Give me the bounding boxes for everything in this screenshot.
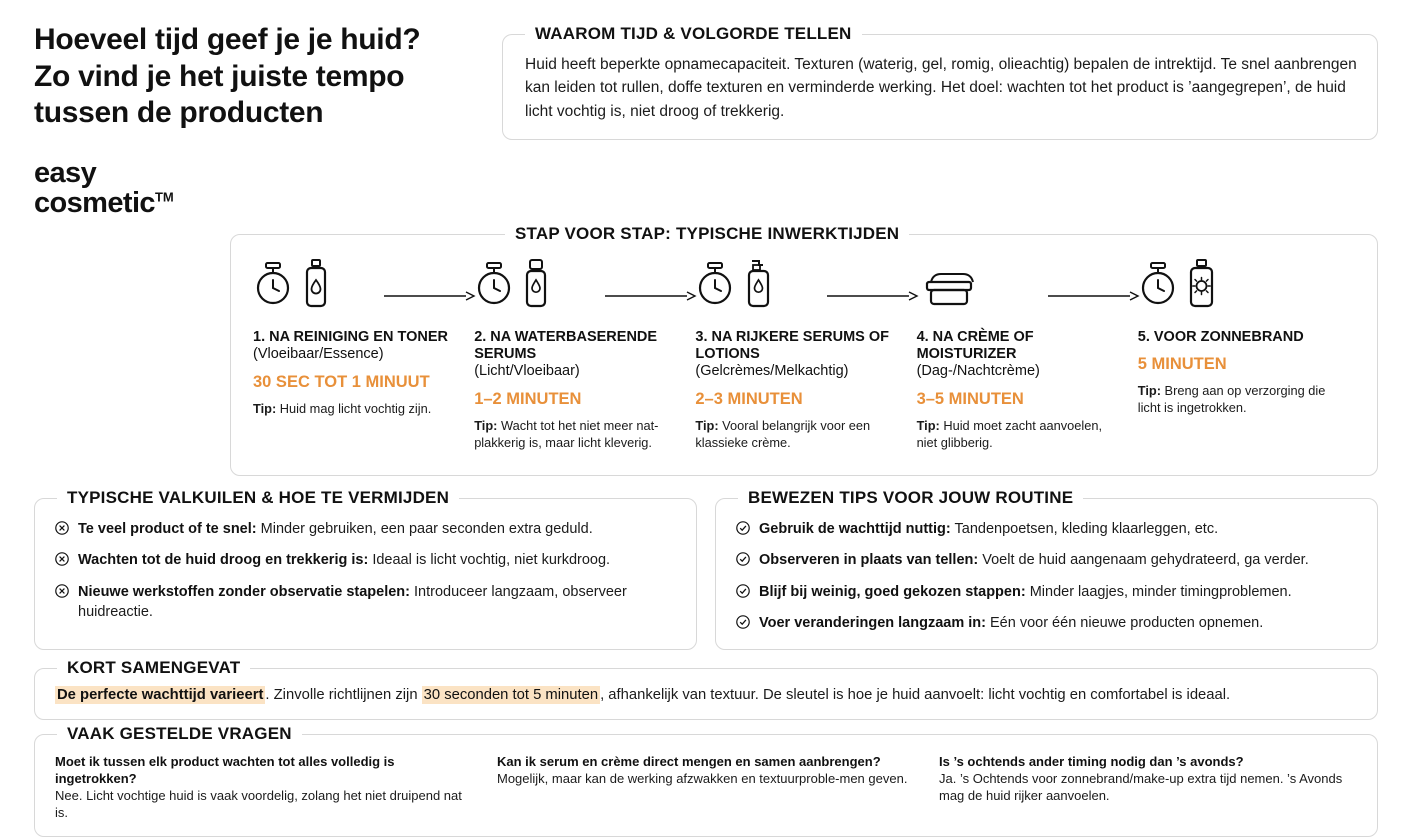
list-item-rest: Minder laagjes, minder timingproblemen.: [1025, 583, 1292, 600]
faq-question: Is ’s ochtends ander timing nodig dan ’s avonds?: [939, 753, 1244, 769]
step-tip-text: Wacht tot het niet meer nat-plakkerig is, maar licht kleverig.: [474, 417, 659, 450]
top-row: [34, 18, 1378, 218]
page-title: [34, 22, 474, 132]
check-circle-icon: [736, 521, 750, 541]
faq-item: [55, 753, 475, 822]
dropper-icon: [523, 258, 549, 315]
list-item-text: [759, 519, 1218, 539]
why-panel-text: Huid heeft beperkte opnamecapaciteit. Texturen (waterig, gel, romig, olieachtig) bepalen de intrektijd. Te snel aanbrengen kan leiden tot rullen, doffe texturen en verminderde werking. Het doel: wachten tot het product is ’aangegrepen’, de huid licht vochtig is, niet droog of trekkerig.: [525, 56, 1357, 120]
step-time: 3–5 MINUTEN: [916, 389, 1024, 408]
summary-mid: . Zinvolle richtlijnen zijn: [265, 687, 422, 704]
step-tip-text: Vooral belangrijk voor een klassieke crème.: [695, 417, 871, 450]
step-item: [917, 261, 1138, 451]
cross-circle-icon: [55, 521, 69, 541]
summary-text: [55, 685, 1359, 706]
step-time: 1–2 MINUTEN: [474, 389, 582, 408]
list-item-text: [78, 582, 678, 623]
faq-item: [497, 753, 917, 822]
faq-panel: [34, 723, 1378, 837]
step-item: [253, 261, 474, 451]
faq-row: [55, 753, 1359, 822]
step-tip-text: Huid moet zacht aanvoelen, niet glibberig.: [916, 417, 1102, 450]
faq-question: Kan ik serum en crème direct mengen en samen aanbrengen?: [497, 753, 881, 769]
list-item-rest: Voelt de huid aangenaam gehydrateerd, ga verder.: [978, 552, 1309, 569]
step-title: 5. VOOR ZONNEBRAND: [1137, 329, 1304, 346]
arrow-icon: [827, 291, 919, 301]
step-item: [1138, 261, 1359, 451]
pitfalls-panel-title: TYPISCHE VALKUILEN & HOE TE VERMIJDEN: [57, 488, 459, 508]
step-subtitle: (Gelcrèmes/Melkachtig): [695, 363, 849, 380]
step-icons: [695, 261, 900, 315]
list-item: [736, 550, 1359, 572]
list-item-text: [759, 613, 1263, 633]
list-item: [55, 582, 678, 623]
step-tip: [253, 401, 458, 418]
timer-icon: [474, 260, 514, 315]
check-circle-icon: [736, 584, 750, 604]
arrow-icon: [605, 291, 697, 301]
pitfalls-panel: [34, 488, 697, 650]
pump-bottle-icon: [744, 258, 774, 315]
summary-panel: [34, 658, 1378, 720]
list-item-rest: Introduceer langzaam, observeer huidreactie.: [78, 583, 627, 620]
step-tip: [695, 418, 900, 452]
list-item-text: [78, 550, 610, 570]
timer-icon: [695, 260, 735, 315]
list-item-strong: Nieuwe werkstoffen zonder observatie stapelen:: [78, 583, 410, 600]
step-title: 3. NA RIJKERE SERUMS OF LOTIONS: [695, 329, 890, 363]
step-title: 2. NA WATERBASERENDE SERUMS: [474, 329, 658, 363]
tips-list: [736, 519, 1359, 635]
step-subtitle: (Dag-/Nachtcrème): [916, 363, 1040, 380]
tips-panel-title: BEWEZEN TIPS VOOR JOUW ROUTINE: [738, 488, 1083, 508]
step-tip-label: Tip:: [474, 417, 498, 433]
why-panel: [502, 24, 1378, 140]
headline-column: [34, 18, 474, 218]
step-tip: [474, 418, 679, 452]
step-tip-label: Tip:: [253, 400, 277, 416]
faq-question: Moet ik tussen elk product wachten tot alles volledig is ingetrokken?: [55, 753, 395, 787]
cross-circle-icon: [55, 552, 69, 572]
step-tip-label: Tip:: [695, 417, 719, 433]
summary-panel-title: KORT SAMENGEVAT: [57, 658, 250, 678]
step-tip-text: Breng aan op verzorging die licht is ingetrokken.: [1137, 383, 1326, 416]
headline-line-3: tussen de producten: [34, 96, 324, 130]
list-item-rest: Tandenpoetsen, kleding klaarleggen, etc.: [950, 521, 1219, 538]
list-item: [736, 519, 1359, 541]
list-item-strong: Observeren in plaats van tellen:: [759, 552, 979, 569]
headline-line-1: Hoeveel tijd geef je je huid?: [34, 23, 421, 56]
step-time: 30 SEC TOT 1 MINUUT: [253, 372, 430, 391]
list-item-text: [759, 550, 1309, 570]
faq-answer: Mogelijk, maar kan de werking afzwakken en textuurproble-men geven.: [497, 771, 908, 787]
step-tip-label: Tip:: [916, 417, 940, 433]
list-item-text: [759, 582, 1292, 602]
step-item: [695, 261, 916, 451]
step-tip: [1138, 383, 1343, 417]
list-item: [736, 582, 1359, 604]
step-tip-label: Tip:: [1137, 383, 1161, 399]
step-icons: [1138, 261, 1343, 315]
mid-row: [34, 488, 1378, 650]
step-item: [474, 261, 695, 451]
steps-row: [253, 261, 1359, 451]
list-item-rest: Eén voor één nieuwe producten opnemen.: [985, 614, 1264, 631]
check-circle-icon: [736, 552, 750, 572]
list-item-text: [78, 519, 593, 539]
timer-icon: [1138, 260, 1178, 315]
timer-icon: [253, 260, 293, 315]
faq-item: [939, 753, 1359, 822]
headline-line-2: Zo vind je het juiste tempo: [34, 59, 405, 93]
brand-logo: [34, 158, 474, 218]
step-icons: [917, 261, 1122, 315]
step-time: 5 MINUTEN: [1137, 355, 1227, 374]
step-icons: [253, 261, 458, 315]
summary-end: , afhankelijk van textuur. De sleutel is hoe je huid aanvoelt: licht vochtig en comfortabel is ideaal.: [600, 687, 1231, 704]
faq-answer: Nee. Licht vochtige huid is vaak voordelig, zolang het niet druipend nat is.: [55, 788, 462, 821]
step-tip-text: Huid mag licht vochtig zijn.: [279, 400, 432, 416]
list-item: [736, 613, 1359, 635]
arrow-icon: [384, 291, 476, 301]
cream-jar-icon: [917, 260, 981, 315]
list-item-rest: Ideaal is licht vochtig, niet kurkdroog.: [368, 552, 611, 569]
summary-highlight-2: 30 seconden tot 5 minuten: [423, 687, 599, 704]
list-item-strong: Te veel product of te snel:: [78, 521, 257, 538]
list-item: [55, 550, 678, 572]
steps-panel-title: STAP VOOR STAP: TYPISCHE INWERKTIJDEN: [505, 224, 909, 244]
list-item: [55, 519, 678, 541]
step-subtitle: (Vloeibaar/Essence): [253, 346, 384, 363]
brand-line-1: easy: [34, 156, 97, 189]
list-item-rest: Minder gebruiken, een paar seconden extra geduld.: [256, 521, 593, 538]
step-time: 2–3 MINUTEN: [695, 389, 803, 408]
arrow-icon: [1048, 291, 1140, 301]
summary-highlight-1: De perfecte wachttijd varieert: [57, 687, 264, 704]
brand-trademark: TM: [154, 189, 174, 205]
step-subtitle: (Licht/Vloeibaar): [474, 363, 580, 380]
list-item-strong: Gebruik de wachttijd nuttig:: [759, 521, 951, 538]
cross-circle-icon: [55, 584, 69, 604]
step-icons: [474, 261, 679, 315]
check-circle-icon: [736, 615, 750, 635]
sunscreen-icon: [1187, 258, 1217, 315]
faq-answer: Ja. ’s Ochtends voor zonnebrand/make-up extra tijd nemen. ’s Avonds mag de huid rijker aanvoelen.: [939, 771, 1343, 804]
list-item-strong: Blijf bij weinig, goed gekozen stappen:: [759, 583, 1026, 600]
steps-panel: [230, 224, 1378, 476]
brand-line-2: cosmetic: [34, 186, 155, 219]
step-tip: [917, 418, 1122, 452]
faq-panel-title: VAAK GESTELDE VRAGEN: [57, 724, 302, 744]
bottle-icon: [302, 258, 330, 315]
why-panel-title: WAAROM TIJD & VOLGORDE TELLEN: [525, 24, 862, 44]
tips-panel: [715, 488, 1378, 650]
pitfalls-list: [55, 519, 678, 622]
list-item-strong: Wachten tot de huid droog en trekkerig is:: [78, 552, 369, 569]
step-title: 4. NA CRÈME OF MOISTURIZER: [916, 329, 1034, 363]
list-item-strong: Voer veranderingen langzaam in:: [759, 614, 986, 631]
step-title: 1. NA REINIGING EN TONER: [253, 329, 448, 346]
